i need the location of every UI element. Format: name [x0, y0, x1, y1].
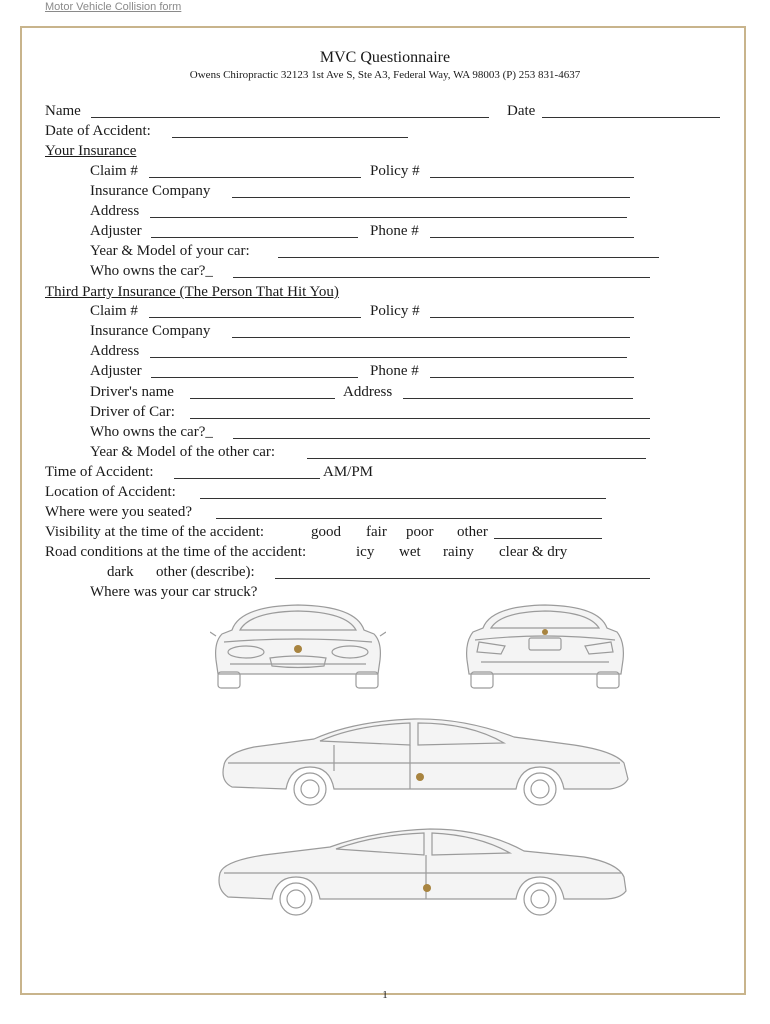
name-row: [0, 101, 770, 121]
your-claim-row: [0, 161, 770, 181]
driver-address-field[interactable]: [403, 398, 633, 399]
tp-phone-field[interactable]: [430, 377, 634, 378]
visibility-option-fair[interactable]: fair: [366, 524, 387, 540]
visibility-label: Visibility at the time of the accident:: [45, 524, 265, 540]
your-address-row: [0, 201, 770, 221]
address-field[interactable]: [150, 217, 627, 218]
driver-of-car-label: Driver of Car:: [90, 404, 175, 420]
am-pm-label: AM/PM: [323, 464, 374, 480]
your-adjuster-row: [0, 221, 770, 241]
year-model-your-car-label: Year & Model of your car:: [90, 243, 250, 259]
driver-of-car-field[interactable]: [190, 418, 650, 419]
drivers-name-field[interactable]: [190, 398, 335, 399]
tp-car-row: [0, 442, 770, 462]
tp-claim-label: Claim #: [90, 303, 138, 319]
phone-label: Phone #: [370, 223, 419, 239]
tp-policy-label: Policy #: [370, 303, 420, 319]
claim-field[interactable]: [149, 177, 361, 178]
date-label: Date: [507, 103, 536, 119]
car-right-side-view-diagram[interactable]: [214, 825, 630, 917]
tp-adjuster-row: [0, 361, 770, 381]
tp-who-owns-label: Who owns the car?_: [90, 424, 213, 440]
where-seated-field[interactable]: [216, 518, 602, 519]
location-field[interactable]: [200, 498, 606, 499]
year-model-your-car-field[interactable]: [278, 257, 659, 258]
tp-driver-row: [0, 382, 770, 402]
where-struck-row: [0, 582, 770, 602]
tp-phone-label: Phone #: [370, 363, 419, 379]
address-label: Address: [90, 203, 140, 219]
visibility-option-good[interactable]: good: [311, 524, 341, 540]
insurance-company-field[interactable]: [232, 197, 630, 198]
name-field[interactable]: [91, 117, 489, 118]
tp-claim-row: [0, 301, 770, 321]
claim-label: Claim #: [90, 163, 138, 179]
your-car-row: [0, 241, 770, 261]
tp-insurance-company-label: Insurance Company: [90, 323, 211, 339]
where-seated-label: Where were you seated?: [45, 504, 192, 520]
where-struck-label: Where was your car struck?: [90, 584, 258, 600]
your-owner-row: [0, 261, 770, 281]
tp-address-label: Address: [90, 343, 140, 359]
road-option-wet[interactable]: wet: [399, 544, 421, 560]
your-insurance-heading: Your Insurance: [45, 143, 137, 159]
form-subtitle: Owens Chiropractic 32123 1st Ave S, Ste A3, Federal Way, WA 98003 (P) 253 831-4637: [189, 69, 581, 81]
tp-driver-of-car-row: [0, 402, 770, 422]
adjuster-label: Adjuster: [90, 223, 142, 239]
visibility-option-other[interactable]: other: [457, 524, 488, 540]
insurance-company-label: Insurance Company: [90, 183, 211, 199]
time-row: [0, 462, 770, 482]
drivers-name-label: Driver's name: [90, 384, 174, 400]
your-insurance-company-row: [0, 181, 770, 201]
tp-policy-field[interactable]: [430, 317, 634, 318]
phone-field[interactable]: [430, 237, 634, 238]
adjuster-field[interactable]: [151, 237, 358, 238]
road-other-field[interactable]: [275, 578, 650, 579]
location-label: Location of Accident:: [45, 484, 176, 500]
road-row: [0, 542, 770, 562]
year-model-other-car-label: Year & Model of the other car:: [90, 444, 276, 460]
policy-label: Policy #: [370, 163, 420, 179]
who-owns-label: Who owns the car?_: [90, 263, 213, 279]
date-of-accident-label: Date of Accident:: [45, 123, 151, 139]
third-party-heading: Third Party Insurance (The Person That Hit You): [45, 284, 339, 300]
location-row: [0, 482, 770, 502]
car-left-side-view-diagram[interactable]: [214, 715, 630, 807]
seated-row: [0, 502, 770, 522]
time-of-accident-field[interactable]: [174, 478, 320, 479]
tp-address-row: [0, 341, 770, 361]
tp-insurance-company-row: [0, 321, 770, 341]
visibility-option-poor[interactable]: poor: [406, 524, 434, 540]
form-title: MVC Questionnaire: [319, 49, 451, 66]
document-title-link[interactable]: Motor Vehicle Collision form: [45, 1, 182, 13]
time-of-accident-label: Time of Accident:: [45, 464, 154, 480]
page-number: 1: [382, 989, 388, 1001]
third-party-row: [0, 282, 770, 302]
road-option-clear-dry[interactable]: clear & dry: [499, 544, 568, 560]
tp-owner-row: [0, 422, 770, 442]
policy-field[interactable]: [430, 177, 634, 178]
date-of-accident-row: [0, 121, 770, 141]
tp-claim-field[interactable]: [149, 317, 361, 318]
who-owns-field[interactable]: [233, 277, 650, 278]
your-insurance-row: [0, 141, 770, 161]
tp-insurance-company-field[interactable]: [232, 337, 630, 338]
name-label: Name: [45, 103, 81, 119]
tp-who-owns-field[interactable]: [233, 438, 650, 439]
year-model-other-car-field[interactable]: [307, 458, 646, 459]
road-option-other-describe[interactable]: other (describe):: [156, 564, 255, 580]
road-option-dark[interactable]: dark: [107, 564, 134, 580]
road-option-rainy[interactable]: rainy: [443, 544, 474, 560]
tp-adjuster-field[interactable]: [151, 377, 358, 378]
tp-adjuster-label: Adjuster: [90, 363, 142, 379]
visibility-other-field[interactable]: [494, 538, 602, 539]
visibility-row: [0, 522, 770, 542]
driver-address-label: Address: [343, 384, 393, 400]
car-rear-view-diagram[interactable]: [461, 602, 629, 692]
date-of-accident-field[interactable]: [172, 137, 408, 138]
road-option-icy[interactable]: icy: [356, 544, 375, 560]
tp-address-field[interactable]: [150, 357, 627, 358]
road-row-2: [0, 562, 770, 582]
date-field[interactable]: [542, 117, 720, 118]
car-front-view-diagram[interactable]: [210, 602, 386, 692]
road-conditions-label: Road conditions at the time of the accident:: [45, 544, 307, 560]
